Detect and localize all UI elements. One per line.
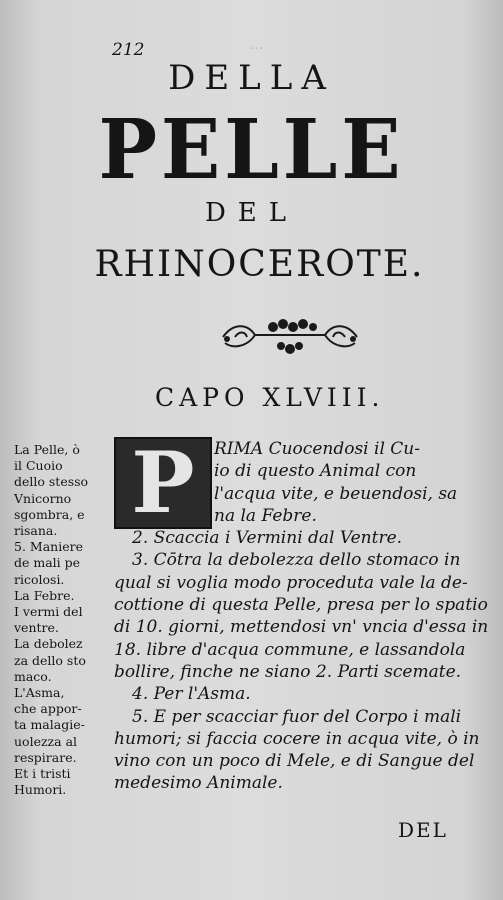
margin-note-line: sgombra, e [14,506,85,522]
margin-note-line: ventre. [14,620,59,636]
margin-note-line: L'Asma, [14,685,65,701]
body-line: cottione di questa Pelle, presa per lo spatio [114,595,488,616]
margin-note-line: respirare. [14,749,77,765]
chapter-body [114,438,489,795]
body-line: qual si voglia modo proceduta vale la de- [114,572,468,593]
show-through-text: … [250,38,263,53]
page-number: 212 [112,40,145,60]
margin-notes [14,442,106,798]
body-line: bollire, finche ne siano 2. Parti scemate. [114,661,462,682]
body-line: l'acqua vite, e beuendosi, sa [214,483,458,504]
title-line-pelle: PELLE [98,102,405,198]
margin-note-line: Et i tristi [14,766,71,782]
margin-note-line: risana. [14,523,58,539]
margin-note-line: dello stesso [14,474,89,490]
margin-note-line: ricolosi. [14,571,65,587]
body-line: 18. libre d'acqua commune, e lassandola [114,639,466,660]
margin-note-line: de mali pe [14,555,81,571]
margin-note-line: Humori. [14,782,67,798]
margin-note-line: che appor- [14,701,82,717]
drop-cap-letter: P [131,433,195,532]
body-line: di 10. giorni, mettendosi vn' vncia d'essa in [114,617,489,638]
body-line: na la Febre. [214,505,317,526]
margin-note-line: uolezza al [14,733,78,749]
margin-note-line: ta malagie- [14,717,85,733]
title-line-del: DEL [204,198,299,228]
body-line: 2. Scaccia i Vermini dal Ventre. [132,528,403,549]
body-line: io di questo Animal con [214,461,417,482]
body-line: vino con un poco di Mele, e di Sangue del [114,751,475,772]
title-line-della: DELLA [168,58,335,98]
body-line: 5. E per scacciar fuor del Corpo i mali [132,706,462,727]
margin-note-line: La Pelle, ò [14,442,80,457]
body-line: medesimo Animale. [114,773,283,794]
title-line-rhinocerote: RHINOCEROTE. [94,244,425,285]
margin-note-line: za dello sto [14,652,86,668]
body-line: RIMA Cuocendosi il Cu- [214,439,420,459]
margin-note-line: maco. [14,668,52,684]
body-line: humori; si faccia cocere in acqua vite, ò in [114,728,480,749]
margin-note-line: I vermi del [14,604,83,620]
body-line: 3. Cōtra la debolezza dello stomaco in [132,550,461,571]
margin-note-line: La debolez [14,636,83,652]
catchword: DEL [398,818,448,842]
margin-note-line: 5. Maniere [14,539,83,555]
margin-note-line: il Cuoio [14,458,63,474]
chapter-heading: CAPO XLVIII. [155,383,385,412]
floral-ornament-icon [215,315,365,357]
body-line: 4. Per l'Asma. [132,684,251,705]
margin-note-line: Vnicorno [14,490,72,506]
margin-note-line: La Febre. [14,587,75,603]
